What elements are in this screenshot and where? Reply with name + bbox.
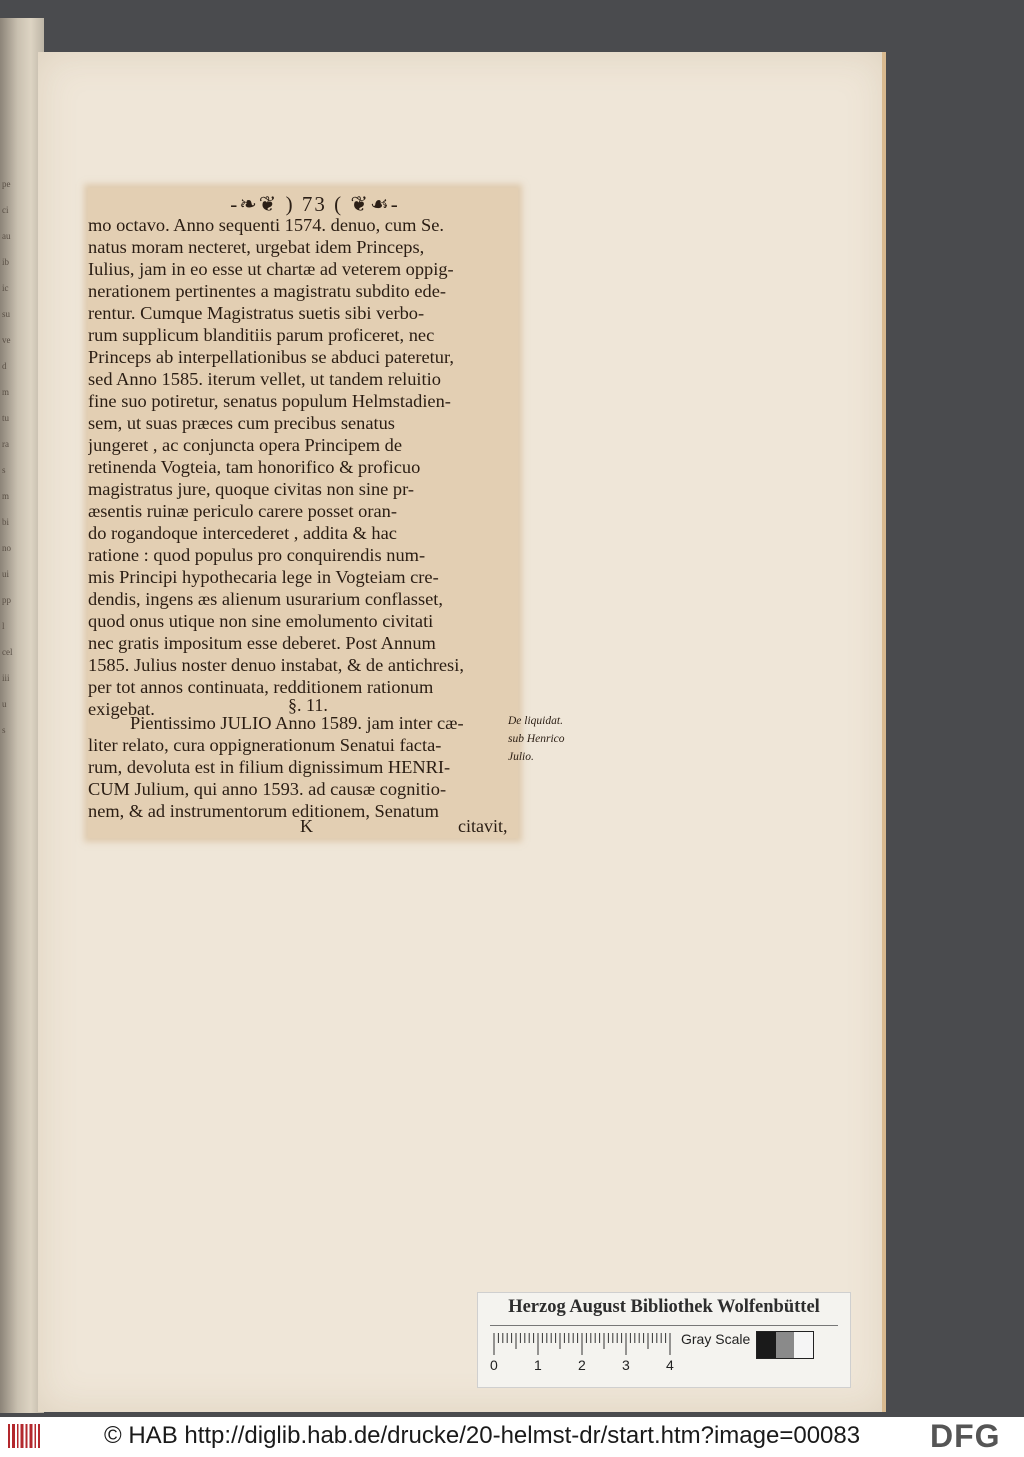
facing-page-text: no <box>2 543 11 553</box>
facing-page-text: bi <box>2 517 10 527</box>
text-line: retinenda Vogteia, tam honorifico & proficuo <box>88 457 421 477</box>
facing-page-text: d <box>2 361 7 371</box>
text-line: liter relato, cura oppignerationum Senatui facta- <box>88 735 442 755</box>
text-line: sem, ut suas præces cum precibus senatus <box>88 413 395 433</box>
library-name: Herzog August Bibliothek Wolfenbüttel <box>508 1297 820 1317</box>
text-line: rum supplicum blanditiis parum proficeret, nec <box>88 325 435 345</box>
page-header: -❧❦ ) 73 ( ❦☙- <box>230 192 400 216</box>
text-line: CUM Julium, qui anno 1593. ad causæ cognitio- <box>88 779 447 799</box>
footer-bar <box>0 1417 1024 1457</box>
margin-note-line: De liquidat. <box>508 715 563 727</box>
page-edge <box>882 52 886 1412</box>
facing-page-text: s <box>2 465 6 475</box>
text-line: Princeps ab interpellationibus se abduci pateretur, <box>88 347 454 367</box>
facing-page-text: iii <box>2 673 10 683</box>
text-line: exigebat. <box>88 699 155 719</box>
text-line: rentur. Cumque Magistratus suetis sibi verbo- <box>88 303 425 323</box>
gray-swatch <box>776 1332 795 1358</box>
signature-mark: K <box>300 816 313 836</box>
text-line: natus moram necteret, urgebat idem Princeps, <box>88 237 425 257</box>
facing-page-text: ve <box>2 335 11 345</box>
text-line: Pientissimo JULIO Anno 1589. jam inter cæ- <box>130 713 464 733</box>
ruler-label: 3 <box>622 1357 630 1373</box>
facing-page-text: ci <box>2 205 9 215</box>
text-line: 1585. Julius noster denuo instabat, & de antichresi, <box>88 655 464 675</box>
facing-page-text: s <box>2 725 6 735</box>
margin-note-line: Julio. <box>508 751 534 763</box>
ruler-labels <box>488 1357 678 1377</box>
facing-page-text: m <box>2 491 10 501</box>
card-rule <box>490 1325 838 1326</box>
facing-page-text: ic <box>2 283 9 293</box>
section-number: §. 11. <box>288 695 328 715</box>
copyright-url[interactable]: © HAB http://diglib.hab.de/drucke/20-helmst-dr/start.htm?image=00083 <box>104 1422 861 1449</box>
facing-page-text: u <box>2 699 7 709</box>
text-line: fine suo potiretur, senatus populum Helmstadien- <box>88 391 451 411</box>
ruler-label: 2 <box>578 1357 586 1373</box>
gray-scale-label: Gray Scale <box>681 1331 751 1347</box>
text-line: per tot annos continuata, redditionem rationum <box>88 677 434 697</box>
text-line: rum, devoluta est in filium dignissimum HENRI- <box>88 757 451 777</box>
text-line: nem, & ad instrumentorum editionem, Senatum <box>88 801 439 821</box>
ruler-label: 0 <box>490 1357 498 1373</box>
text-line: nerationem pertinentes a magistratu subdito ede- <box>88 281 446 301</box>
text-line: quod onus utique non sine emolumento civitati <box>88 611 434 631</box>
facing-page-text: ib <box>2 257 10 267</box>
facing-page-text: l <box>2 621 5 631</box>
text-line: nec gratis impositum esse deberet. Post Annum <box>88 633 436 653</box>
paragraph-2 <box>88 712 508 822</box>
facing-page-text: pp <box>2 595 11 605</box>
text-line: magistratus jure, quoque civitas non sine pr- <box>88 479 414 499</box>
gray-swatch <box>794 1332 813 1358</box>
facing-page-text: ra <box>2 439 9 449</box>
ruler-label: 4 <box>666 1357 674 1373</box>
facing-page-text: ui <box>2 569 10 579</box>
facing-page-text: au <box>2 231 11 241</box>
text-line: æsentis ruinæ periculo carere posset oran- <box>88 501 397 521</box>
text-line: mo octavo. Anno sequenti 1574. denuo, cum Se. <box>88 215 445 235</box>
hab-barcode-logo-icon <box>6 1421 42 1451</box>
facing-page-text: m <box>2 387 10 397</box>
gray-swatches <box>756 1331 814 1359</box>
dfg-logo: DFG <box>930 1418 1001 1454</box>
facing-page-text: su <box>2 309 11 319</box>
catchword: citavit, <box>458 816 508 836</box>
text-line: sed Anno 1585. iterum vellet, ut tandem reluitio <box>88 369 441 389</box>
margin-note <box>508 712 598 766</box>
text-line: dendis, ingens æs alienum usurarium conflasset, <box>88 589 443 609</box>
text-line: Iulius, jam in eo esse ut chartæ ad veterem oppig- <box>88 259 454 279</box>
text-line: do rogandoque intercederet , addita & hac <box>88 523 397 543</box>
facing-page-text: cel <box>2 647 13 657</box>
facing-page-text: pe <box>2 179 11 189</box>
text-line: jungeret , ac conjuncta opera Principem de <box>88 435 403 455</box>
color-calibration-card <box>477 1292 851 1388</box>
ruler-label: 1 <box>534 1357 542 1373</box>
text-line: mis Principi hypothecaria lege in Vogteiam cre- <box>88 567 439 587</box>
facing-page-text: tu <box>2 413 10 423</box>
paragraph-1 <box>88 214 508 720</box>
gray-swatch <box>757 1332 776 1358</box>
text-line: ratione : quod populus pro conquirendis num- <box>88 545 426 565</box>
margin-note-line: sub Henrico <box>508 733 565 745</box>
